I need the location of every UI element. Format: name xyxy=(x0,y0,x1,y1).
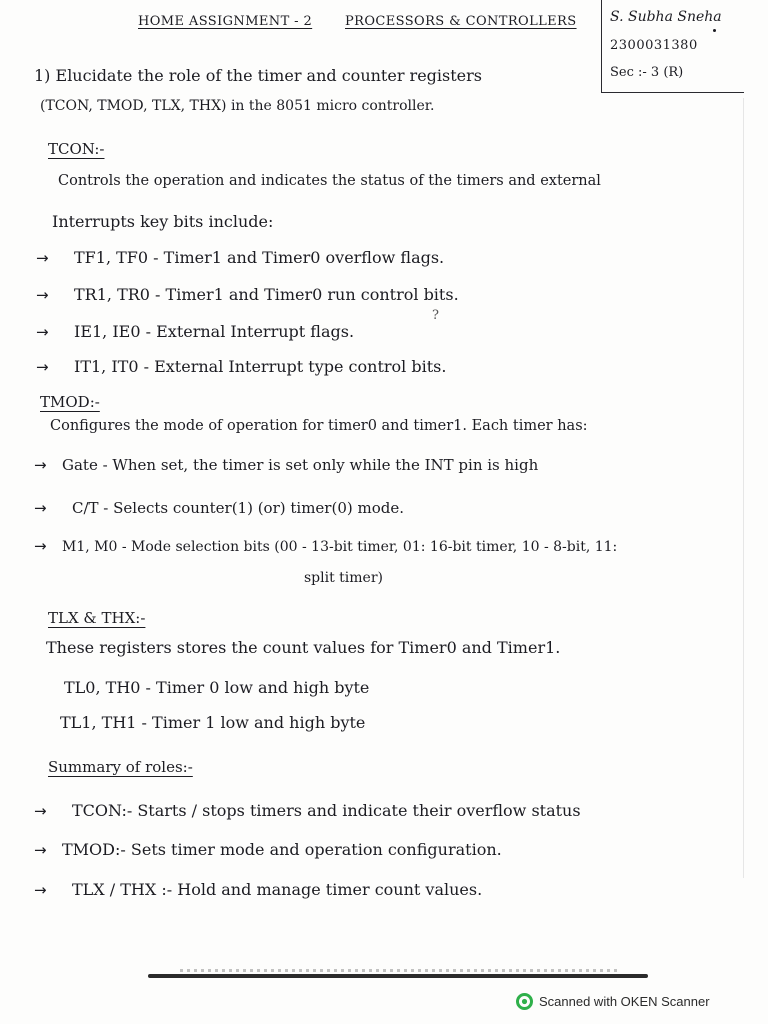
question-line-1: 1) Elucidate the role of the timer and counter registers xyxy=(34,66,482,85)
timer0-bytes: TL0, TH0 - Timer 0 low and high byte xyxy=(64,678,370,697)
page-edge-line xyxy=(743,98,744,878)
student-section: Sec :- 3 (R) xyxy=(610,65,684,80)
arrow-right-icon: → xyxy=(34,881,47,899)
tmod-bullet-3-text: M1, M0 - Mode selection bits (00 - 13-bit timer, 01: 16-bit timer, 10 - 8-bit, 11: xyxy=(62,539,618,555)
tlx-thx-description: These registers stores the count values for Timer0 and Timer1. xyxy=(46,638,561,657)
student-name: S. Subha Sneha xyxy=(610,9,722,25)
arrow-right-icon: → xyxy=(34,537,47,555)
arrow-right-icon: → xyxy=(36,358,49,376)
assignment-title: HOME ASSIGNMENT - 2 xyxy=(138,14,313,29)
tmod-bullet-1 xyxy=(34,456,538,474)
tcon-bullet-1 xyxy=(36,248,444,267)
tmod-bullet-1-text: Gate - When set, the timer is set only while the INT pin is high xyxy=(62,456,539,474)
tcon-bullet-4-text: IT1, IT0 - External Interrupt type control bits. xyxy=(74,357,447,376)
question-line-2: (TCON, TMOD, TLX, THX) in the 8051 micro controller. xyxy=(40,98,435,114)
stray-pen-mark: ? xyxy=(432,308,439,323)
scanner-watermark xyxy=(516,991,710,1011)
tlx-thx-heading: TLX & THX:- xyxy=(48,609,146,627)
page-bottom-edge xyxy=(148,974,648,978)
tcon-description-line-1: Controls the operation and indicates the status of the timers and external xyxy=(58,173,601,189)
summary-bullet-1-text: TCON:- Starts / stops timers and indicate their overflow status xyxy=(72,801,581,820)
page-bottom-edge-shadow xyxy=(180,969,620,972)
arrow-right-icon: → xyxy=(36,286,49,304)
oken-scanner-logo-icon xyxy=(516,993,533,1010)
timer1-bytes: TL1, TH1 - Timer 1 low and high byte xyxy=(60,713,366,732)
tmod-bullet-3 xyxy=(34,537,617,555)
tcon-description-line-2: Interrupts key bits include: xyxy=(52,212,274,231)
tcon-bullet-2-text: TR1, TR0 - Timer1 and Timer0 run control bits. xyxy=(74,285,459,304)
summary-heading: Summary of roles:- xyxy=(48,758,193,776)
course-title: PROCESSORS & CONTROLLERS xyxy=(345,14,577,29)
arrow-right-icon: → xyxy=(34,456,47,474)
arrow-right-icon: → xyxy=(34,802,47,820)
summary-bullet-1 xyxy=(34,801,581,820)
tcon-bullet-1-text: TF1, TF0 - Timer1 and Timer0 overflow flags. xyxy=(74,248,445,267)
summary-bullet-3-text: TLX / THX :- Hold and manage timer count values. xyxy=(72,880,483,899)
tmod-heading: TMOD:- xyxy=(40,393,100,411)
tcon-bullet-3 xyxy=(36,322,354,341)
tcon-bullet-2 xyxy=(36,285,459,304)
student-roll-number: 2300031380 xyxy=(610,38,698,53)
tmod-bullet-2 xyxy=(34,499,404,517)
tmod-description: Configures the mode of operation for timer0 and timer1. Each timer has: xyxy=(50,418,588,434)
ink-dot xyxy=(713,29,716,32)
tcon-heading: TCON:- xyxy=(48,140,105,158)
arrow-right-icon: → xyxy=(36,249,49,267)
summary-bullet-2-text: TMOD:- Sets timer mode and operation configuration. xyxy=(62,840,502,859)
arrow-right-icon: → xyxy=(36,323,49,341)
arrow-right-icon: → xyxy=(34,499,47,517)
student-info-box xyxy=(601,0,744,93)
tcon-bullet-3-text: IE1, IE0 - External Interrupt flags. xyxy=(74,322,355,341)
watermark-text: Scanned with OKEN Scanner xyxy=(539,993,710,1009)
summary-bullet-3 xyxy=(34,880,482,899)
tmod-bullet-3-continuation: split timer) xyxy=(304,570,383,586)
tcon-bullet-4 xyxy=(36,357,446,376)
tmod-bullet-2-text: C/T - Selects counter(1) (or) timer(0) mode. xyxy=(72,499,404,517)
arrow-right-icon: → xyxy=(34,841,47,859)
summary-bullet-2 xyxy=(34,840,502,859)
